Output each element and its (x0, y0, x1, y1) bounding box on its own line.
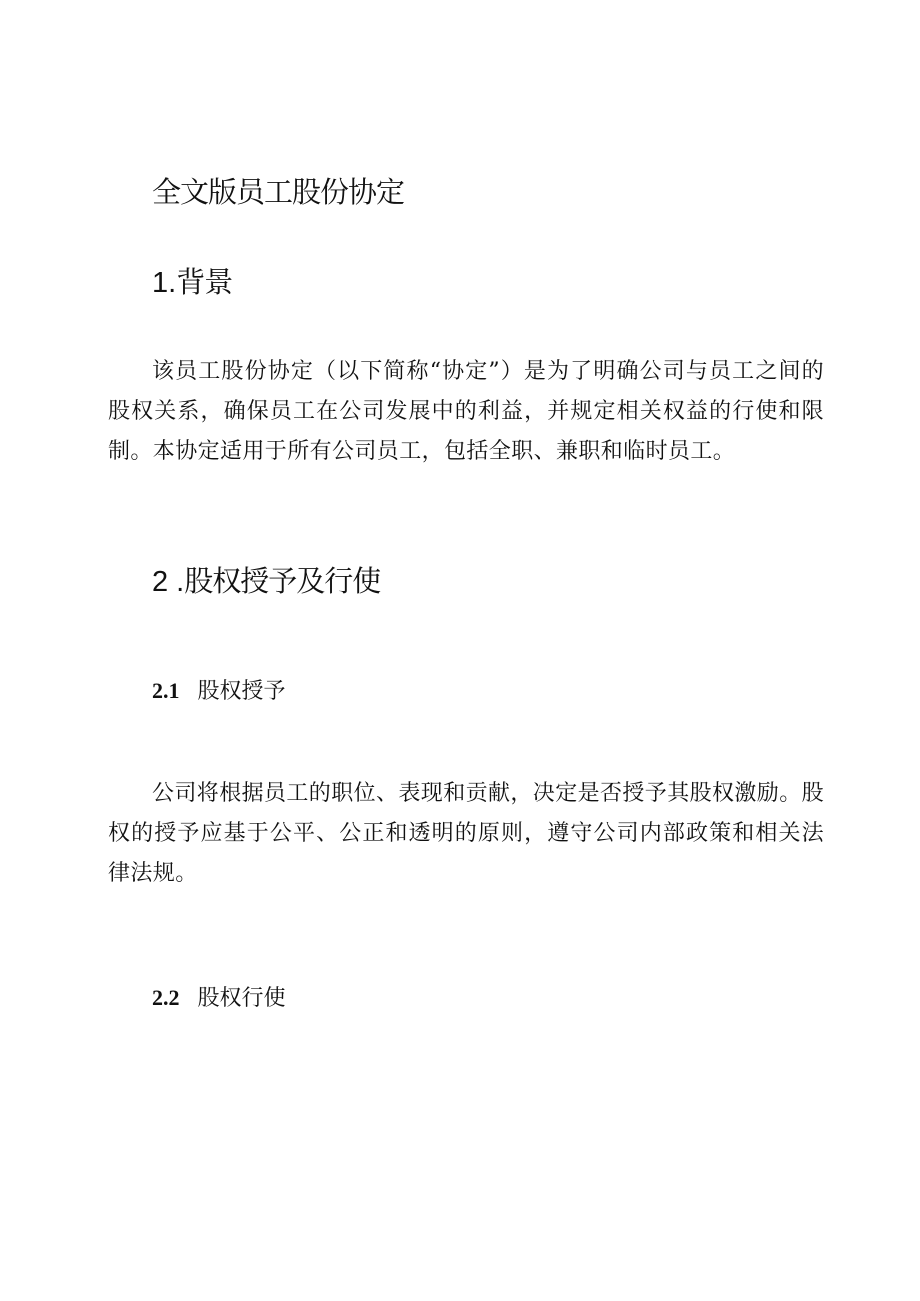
section-1-number: 1. (152, 267, 177, 299)
subsection-2-2-heading (152, 983, 286, 1014)
section-2-heading (152, 561, 380, 602)
subsection-2-1-number: 2.1 (152, 678, 180, 703)
section-2-title: 股权授予及行使 (184, 564, 381, 598)
section-2-number: 2 . (152, 566, 185, 598)
section-1-paragraph: 该员工股份协定（以下简称“协定”）是为了明确公司与员工之间的股权关系，确保员工在公司发展中的利益，并规定相关权益的行使和限制。本协定适用于所有公司员工，包括全职、兼职和临时员工。 (108, 359, 824, 464)
section-1-heading (152, 262, 232, 303)
subsection-2-1-paragraph: 公司将根据员工的职位、表现和贡献，决定是否授予其股权激励。股权的授予应基于公平、公正和透明的原则，遵守公司内部政策和相关法律法规。 (108, 781, 825, 886)
subsection-2-1-heading (152, 676, 286, 707)
subsection-2-1-title: 股权授予 (197, 679, 286, 704)
subsection-2-2-title: 股权行使 (197, 986, 286, 1011)
section-1-title: 背景 (176, 265, 233, 299)
document-title: 全文版员工股份协定 (152, 175, 405, 209)
subsection-2-2-number: 2.2 (152, 985, 180, 1010)
